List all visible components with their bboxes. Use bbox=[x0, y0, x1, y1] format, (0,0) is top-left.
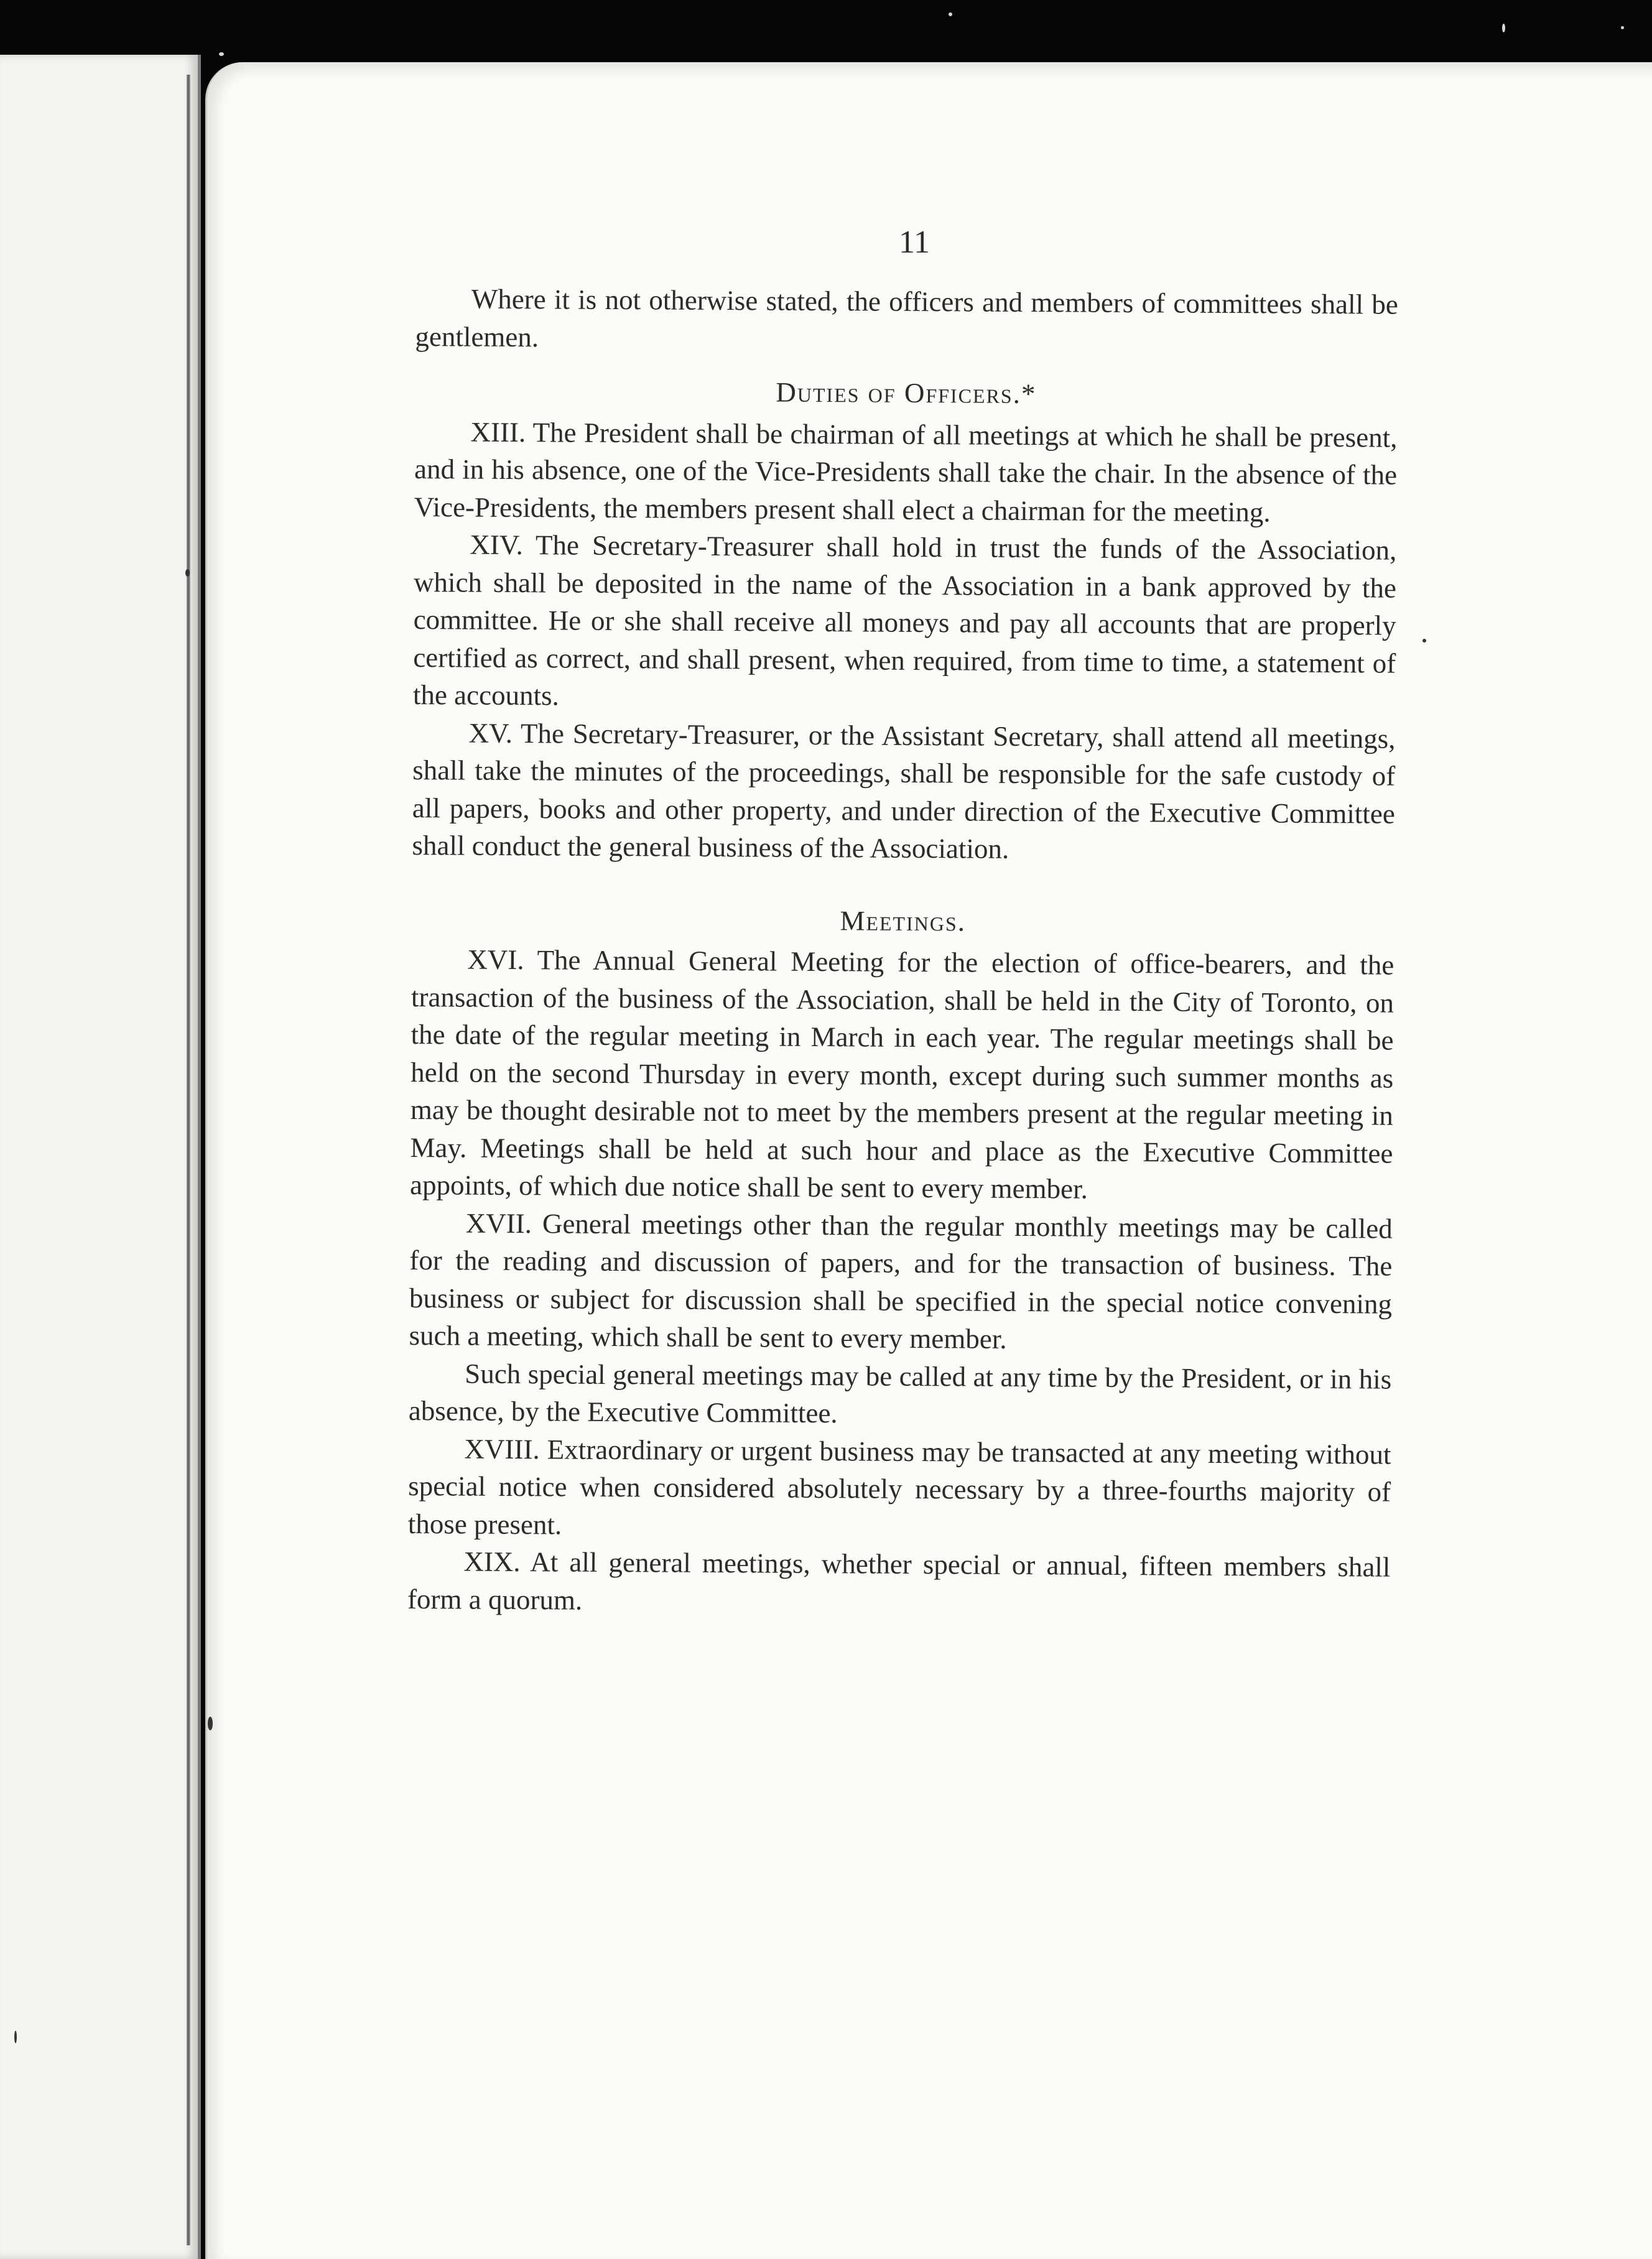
scan-speck bbox=[208, 1717, 213, 1730]
scan-speck bbox=[1502, 24, 1505, 32]
scan-speck bbox=[1422, 639, 1426, 642]
scan-speck bbox=[185, 569, 190, 577]
scan-speck bbox=[949, 12, 952, 16]
page-body bbox=[407, 280, 1398, 1624]
meetings-heading: Meetings. bbox=[840, 904, 967, 937]
article-xviii: XVIII. Extraordinary or urgent business may be transacted at any meeting without special notice when considered absolutely necessary by a three-fourths majority of those present. bbox=[407, 1433, 1391, 1540]
scan-speck bbox=[1621, 26, 1624, 29]
scan-speck bbox=[14, 2031, 17, 2043]
intro-paragraph: Where it is not otherwise stated, the officers and members of committees shall be gentlemen. bbox=[415, 283, 1398, 353]
article-xvi: XVI. The Annual General Meeting for the election of office-bearers, and the transaction of the business of the Association, shall be held in the City of Toronto, on the date of the regular meeting in March in each year. The regular meetings shall be held on the second Thursday in every month, except during such summer months as may be thought desirable not to meet by the members present at the regular meeting in May. Meetings shall be held at such hour and place as the Executive Committee appoints, of which due notice shall be sent to every member. bbox=[409, 944, 1394, 1205]
article-xix: XIX. At all general meetings, whether special or annual, fifteen members shall form a quorum. bbox=[407, 1546, 1391, 1616]
special-meetings-paragraph: Such special general meetings may be called at any time by the President, or in his absence, by the Executive Committee. bbox=[408, 1358, 1392, 1429]
duties-heading: Duties of Officers.* bbox=[776, 376, 1037, 410]
article-xvii: XVII. General meetings other than the regular monthly meetings may be called for the reading and discussion of papers, and for the transaction of business. The business or subject for discussion shall be specified in the special notice convening such a meeting, which shall be sent to every member. bbox=[409, 1207, 1393, 1355]
page-number: 11 bbox=[898, 225, 930, 260]
article-xv: XV. The Secretary-Treasurer, or the Assistant Secretary, shall attend all meetings, shall take the minutes of the proceedings, shall be responsible for the safe custody of all papers, books and other property, and under direction of the Executive Committee shall conduct the general business of the Association. bbox=[412, 717, 1396, 865]
article-xiv: XIV. The Secretary-Treasurer shall hold in trust the funds of the Association, which shall be deposited in the name of the Association in a bank approved by the committee. He or she shall receive all moneys and pay all accounts that are properly certified as correct, and shall present, when required, from time to time, a statement of the accounts. bbox=[412, 529, 1397, 712]
scan-speck bbox=[219, 52, 224, 56]
article-xiii: XIII. The President shall be chairman of all meetings at which he shall be present, and in his absence, one of the Vice-Presidents shall take the chair. In the absence of the Vice-Presidents, the members present shall elect a chairman for the meeting. bbox=[414, 416, 1398, 527]
book-gutter bbox=[187, 75, 190, 2245]
previous-page-edge bbox=[0, 55, 201, 2259]
